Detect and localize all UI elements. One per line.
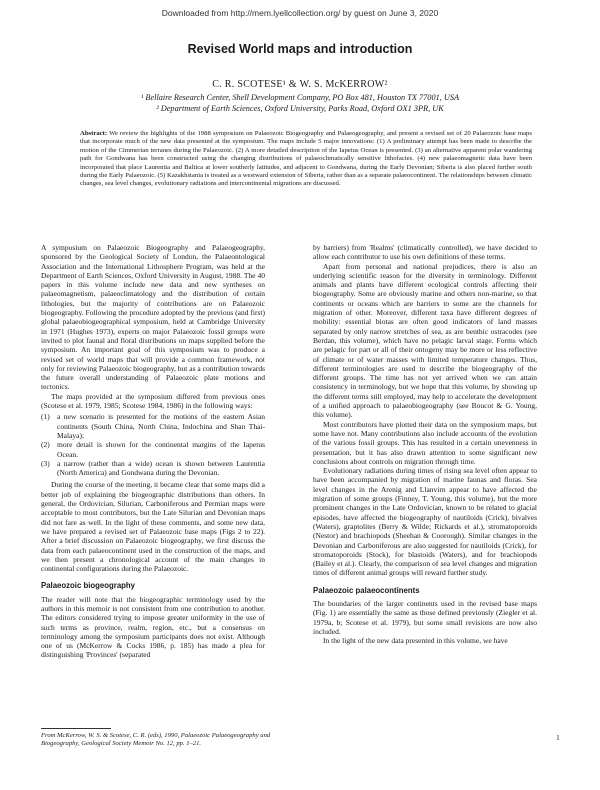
footnote-rule	[41, 728, 111, 729]
paragraph: The boundaries of the larger continents used in the revised base maps (Fig. 1) are essentially the same as those defined previously (Ziegler et al. 1979a, b; Scotese et al. 1979), but some small revisions are now also included.	[313, 598, 537, 636]
authors: C. R. SCOTESE¹ & W. S. McKERROW²	[212, 79, 388, 90]
citation-footnote: From McKerrow, W. S. & Scotese, C. R. (eds), 1990, Palaeozoic Palaeogeography and Biogeography, Geological Society Memoir No. 12, pp. 1–21.	[41, 732, 271, 747]
list-item	[41, 440, 265, 459]
left-column	[41, 243, 265, 660]
paragraph: by barriers) from 'Realms' (climatically controlled), we have decided to allow each contributor to use his own definitions of these terms.	[313, 243, 537, 262]
section-heading: Palaeozoic palaeocontinents	[313, 585, 420, 595]
paragraph: Apart from personal and national prejudices, there is also an underlying scientific reason for the diversity in terminology. Different animals and plants have different ecological controls affecting their biogeography. Some are obviously marine and others non-marine, so that continents or oceans which are barriers to some are the channels for migration of other. Moreover, different taxa have different degrees of mobility: essential biotas are often good indicators of land masses separated by only narrow stretches of sea, as are benthic ostracodes (see Berdan, this volume), which have no pelagic larval stage. Forms which are pelagic for part or all of their ontogeny may be more or less reflective of climate or of water masses with limited temperature changes. Thus, different terminologies are used to describe the biogeography of the different groups. The time has not yet arrived when we can attain consistency in terminology, but we hope that this volume, by showing up the different terms still employed, may help to accelerate the development of a unified approach to palaeobiogeography (see Boucot & G. Young, this volume).	[313, 261, 537, 420]
abstract	[80, 130, 532, 189]
paper-title: Revised World maps and introduction	[187, 42, 413, 56]
right-column	[313, 243, 537, 645]
list-number: (2)	[41, 440, 50, 450]
affiliation-2: ² Department of Earth Sciences, Oxford University, Parks Road, Oxford OX1 3PR, UK	[156, 104, 444, 113]
affiliation-1: ¹ Bellaire Research Center, Shell Development Company, PO Box 481, Houston TX 77001, USA	[140, 93, 460, 102]
section-heading: Palaeozoic biogeography	[41, 581, 136, 591]
abstract-label: Abstract:	[80, 130, 108, 137]
paragraph: During the course of the meeting, it became clear that some maps did a better job of explaining the biogeographic distributions than others. In general, the Ordovician, Silurian, Carboniferous and Permian maps were acceptable to most contributors, but the Late Silurian and Devonian maps did not fare as well. In the light of these comments, and some new data, we have prepared a revised set of Palaeozoic base maps (Figs 2 to 22). After a brief discussion on Palaeozoic biogeography, we first discuss the data from each palaeocontinent used in the construction of the maps, and we then present a chronological account of the main changes in continental configurations during the Palaeozoic.	[41, 480, 265, 574]
innovation-list	[41, 412, 265, 477]
list-item	[41, 459, 265, 478]
list-item	[41, 412, 265, 440]
list-text: more detail is shown for the continental margins of the Iapetus Ocean.	[57, 440, 265, 459]
list-number: (1)	[41, 412, 50, 422]
list-number: (3)	[41, 458, 50, 468]
paragraph: Evolutionary radiations during times of rising sea level often appear to have been accompanied by migration of marine faunas and floras. Sea level changes in the Arenig and Llanvirn appear to have affected the migration of some groups (Finney, T. Young, this volume), but the more prominent changes in the Late Ordovician, known to be related to glacial episodes, have affected the biogeography of nautiloids (Crick), bivalves (Waters), graptolites (Berry & Wilde; Rickards et al.), stromatoporoids (Nestor) and brachiopods (Sheehan & Coorough). Similar changes in the Devonian and Carboniferous are also suggested for nautiloids (Crick), for stromatoporoids (Stock), for blastoids (Waters), and for brachiopods (Bailey et al.). Clearly, the comparison of sea level changes and migration times of different animal groups will reward further study.	[313, 466, 537, 578]
paragraph: Most contributors have plotted their data on the symposium maps, but some have not. Many contributions also include accounts of the evolution of the various fossil groups. This has resulted in a certain unevenness in presentation, but it has also drawn attention to some significant new conclusions about controls on migration through time.	[313, 419, 537, 466]
paragraph: A symposium on Palaeozoic Biogeography and Palaeogeography, sponsored by the Geological Society of London, the Palaeontological Association and the International Lithosphere Program, was held at the Department of Earth Sciences, Oxford University in August, 1988. The 40 papers in this volume include new data and new syntheses on palaeomagnetism, palaeoclimatology and the distribution of certain lithologies, but the majority of contributions are on Palaeozoic biogeography. Following the procedure adopted by the previous (and first) global palaeobiogeographical symposium, held at Cambridge University in 1971 (Hughes 1973), experts on major Palaeozoic fossil groups were invited to plot faunal and floral distributions on maps supplied before the symposium. An important goal of this symposium was to produce a revised set of world maps that will provide a common framework, not only for reviewing Palaeozoic biogeography, but as a contribution towards the future overall understanding of Palaeozoic plate motions and tectonics.	[41, 243, 265, 392]
abstract-text: We review the highlights of the 1988 symposium on Palaeozoic Biogeography and Palaeogeography, and present a revised set of 20 Palaeozoic base maps that incorporate much of the new data presented at the symposium. The maps include 5 major innovations: (1) A preliminary attempt has been made to describe the motion of the Cimmerian terranes during the Palaeozoic. (2) A more detailed description of the Iapetus Ocean is presented. (3) an alternative apparent polar wandering path for Gondwana has been constructed using the changing distributions of palaeoclimatically sensitive lithofacies. (4) new palaeomagnetic data have been incorporated that place Laurentia and Baltica at lower southerly latitudes, and adjacent to Gondwana, during the Early Devonian; Siberia is also placed further south during the Early Palaeozoic. (5) Kazakhstania is treated as a westward extension of Siberia, rather than as a separate palaeocontinent. The relationships between climatic changes, sea level changes, evolutionary radiations and intercontinental migrations are discussed.	[80, 130, 532, 188]
paragraph: In the light of the new data presented in this volume, we have	[323, 636, 508, 646]
page-number: 1	[556, 733, 560, 742]
list-text: a new scenario is presented for the motions of the eastern Asian continents (South China, North China, Indochina and Shan Thai-Malaya);	[57, 412, 265, 440]
paragraph: The maps provided at the symposium differed from previous ones (Scotese et al. 1979, 1985; Scotese 1984, 1986) in the following ways:	[41, 391, 265, 411]
download-notice: Downloaded from http://mem.lyellcollection.org/ by guest on June 3, 2020	[161, 8, 439, 18]
list-text: a narrow (rather than a wide) ocean is shown between Laurentia (North America) and Gondwana during the Devonian.	[57, 458, 265, 478]
paragraph: The reader will note that the biogeographic terminology used by the authors in this memoir is not consistent from one contribution to another. The editors considered trying to impose greater uniformity in the use of such terms as province, realm, region, etc., but a consensus on terminology among the symposium participants does not exist. Although one of us (McKerrow & Cocks 1986, p. 185) has made a plea for distinguishing 'Provinces' (separated	[41, 594, 265, 660]
